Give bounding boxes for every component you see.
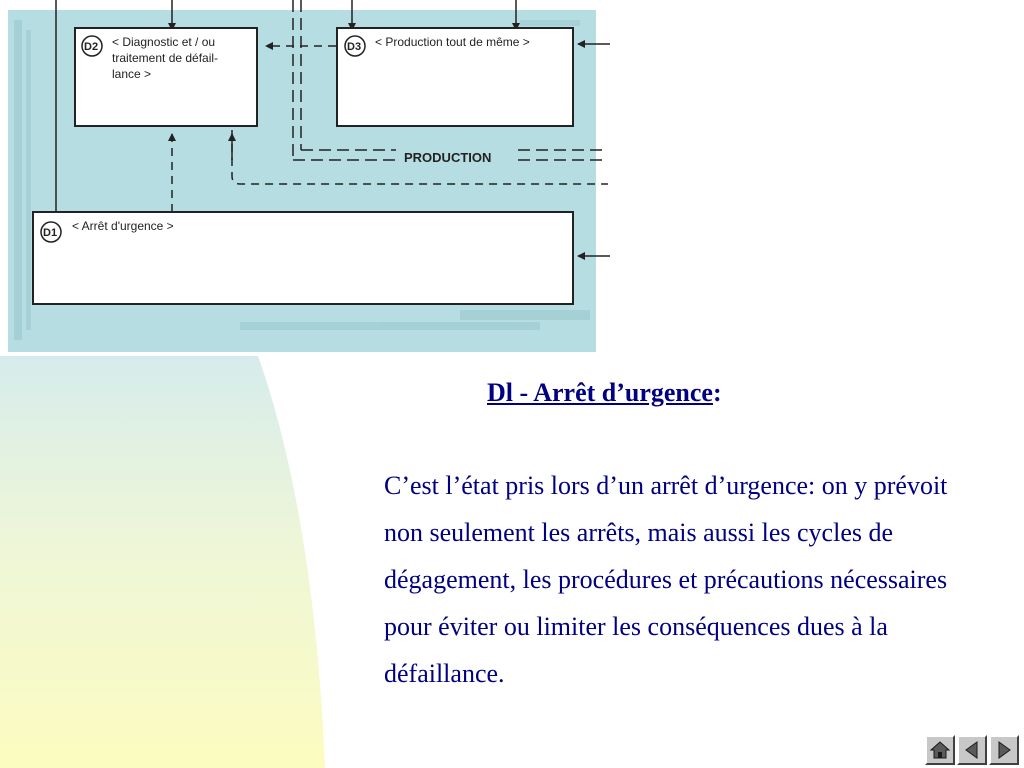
group-label-production: PRODUCTION <box>404 150 492 165</box>
state-label-d3-line1: < Production tout de même > <box>375 35 530 49</box>
state-label-d1-line1: < Arrêt d'urgence > <box>72 219 174 233</box>
state-badge-d3: D3 <box>347 41 362 53</box>
slide-title-text: Dl - Arrêt d’urgence <box>487 378 713 407</box>
state-badge-d2: D2 <box>84 41 99 53</box>
state-diagram <box>0 0 612 356</box>
state-badge-d1: D1 <box>43 227 58 239</box>
state-box-d2 <box>75 28 257 126</box>
slide-title-colon: : <box>712 378 722 407</box>
state-box-d1 <box>33 212 573 304</box>
state-label-d2-line2: traitement de défail- <box>112 51 219 65</box>
slide-body-text: C’est l’état pris lors d’un arrêt d’urgence: on y prévoit non seulement les arrêts, mais aussi les cycles de dégagement, les procédures et précautions nécessaires pour éviter ou limiter les conséquences dues à la défaillance. <box>384 471 948 688</box>
state-label-d2-line3: lance > <box>112 67 152 81</box>
previous-button[interactable] <box>957 735 987 765</box>
slide-navigation <box>925 735 1021 767</box>
home-button[interactable] <box>925 735 955 765</box>
next-icon <box>994 740 1014 760</box>
state-box-d3 <box>337 28 573 126</box>
next-button[interactable] <box>989 735 1019 765</box>
previous-icon <box>962 740 982 760</box>
state-label-d2-line1: < Diagnostic et / ou <box>112 35 216 49</box>
home-icon <box>929 740 951 760</box>
slide-title <box>487 378 722 408</box>
